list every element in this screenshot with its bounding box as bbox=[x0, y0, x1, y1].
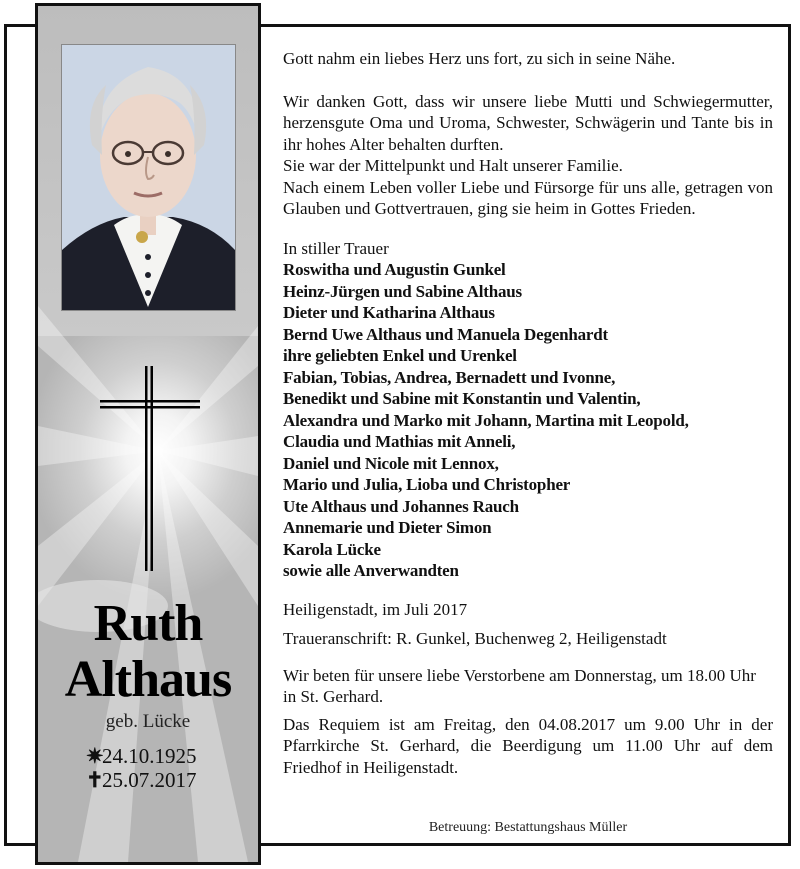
mourner-line: sowie alle Anverwandten bbox=[283, 561, 459, 580]
mourner-line: Heinz-Jürgen und Sabine Althaus bbox=[283, 281, 522, 301]
place-date: Heiligenstadt, im Juli 2017 bbox=[283, 599, 468, 619]
mourner-line: Fabian, Tobias, Andrea, Bernadett und Ivonne, bbox=[283, 367, 616, 387]
star-birth-icon: ✷ bbox=[86, 744, 104, 768]
mourner-line: Bernd Uwe Althaus und Manuela Degenhardt bbox=[283, 324, 608, 344]
first-name: Ruth bbox=[93, 595, 203, 652]
life-paragraph: Nach einem Leben voller Liebe und Fürsorge für uns alle, getragen von Glauben und Gottvertrauen, ging sie heim in Gottes Frieden. bbox=[283, 177, 773, 218]
mourner-line: Annemarie und Dieter Simon bbox=[283, 518, 492, 537]
requiem-notice: Das Requiem ist am Freitag, den 04.08.2017 um 9.00 Uhr in der Pfarrkirche St. Gerhard, die Beerdigung um 11.00 Uhr auf dem Friedhof in Heiligenstadt. bbox=[283, 714, 773, 777]
mourner-line: Daniel und Nicole mit Lennox, bbox=[283, 453, 499, 473]
funeral-service-credit: Betreuung: Bestattungshaus Müller bbox=[428, 820, 628, 835]
mourner-line: Alexandra und Marko mit Johann, Martina mit Leopold, bbox=[283, 410, 689, 430]
mourning-intro: In stiller Trauer bbox=[283, 238, 389, 258]
cross-death-icon: ✝ bbox=[86, 768, 104, 792]
prayer-notice: Wir beten für unsere liebe Verstorbene am Donnerstag, um 18.00 Uhr in St. Gerhard. bbox=[283, 665, 756, 706]
mourner-line: Roswitha und Augustin Gunkel bbox=[283, 260, 506, 279]
mourner-line: Mario und Julia, Lioba und Christopher bbox=[283, 475, 571, 494]
cross-icon bbox=[100, 366, 200, 576]
last-name: Althaus bbox=[64, 651, 232, 708]
portrait-photo bbox=[61, 44, 236, 311]
birth-name: geb. Lücke bbox=[105, 711, 191, 732]
death-date: 25.07.2017 bbox=[102, 768, 197, 792]
mourner-line: Karola Lücke bbox=[283, 539, 381, 559]
mourner-line: Dieter und Katharina Althaus bbox=[283, 303, 495, 322]
mourner-line: ihre geliebten Enkel und Urenkel bbox=[283, 346, 517, 365]
mourner-line: Ute Althaus und Johannes Rauch bbox=[283, 496, 519, 516]
thanks-paragraph: Wir danken Gott, dass wir unsere liebe Mutti und Schwiegermutter, herzensgute Oma und Uroma, Schwester, Schwägerin und Tante bis in ihr hohes Alter behalten durften. bbox=[283, 91, 773, 154]
mourner-line: Claudia und Mathias mit Anneli, bbox=[283, 432, 516, 451]
mourning-address: Traueranschrift: R. Gunkel, Buchenweg 2, Heiligenstadt bbox=[283, 629, 667, 648]
death-date-line bbox=[86, 768, 256, 793]
mourner-line: Benedikt und Sabine mit Konstantin und Valentin, bbox=[283, 389, 641, 408]
birth-date-line bbox=[86, 744, 256, 769]
side-panel bbox=[35, 3, 261, 865]
center-paragraph: Sie war der Mittelpunkt und Halt unserer Familie. bbox=[283, 156, 623, 175]
motto: Gott nahm ein liebes Herz uns fort, zu sich in seine Nähe. bbox=[283, 49, 676, 68]
obituary-text bbox=[283, 48, 773, 778]
birth-date: 24.10.1925 bbox=[102, 744, 197, 768]
mourners-list bbox=[283, 259, 773, 582]
